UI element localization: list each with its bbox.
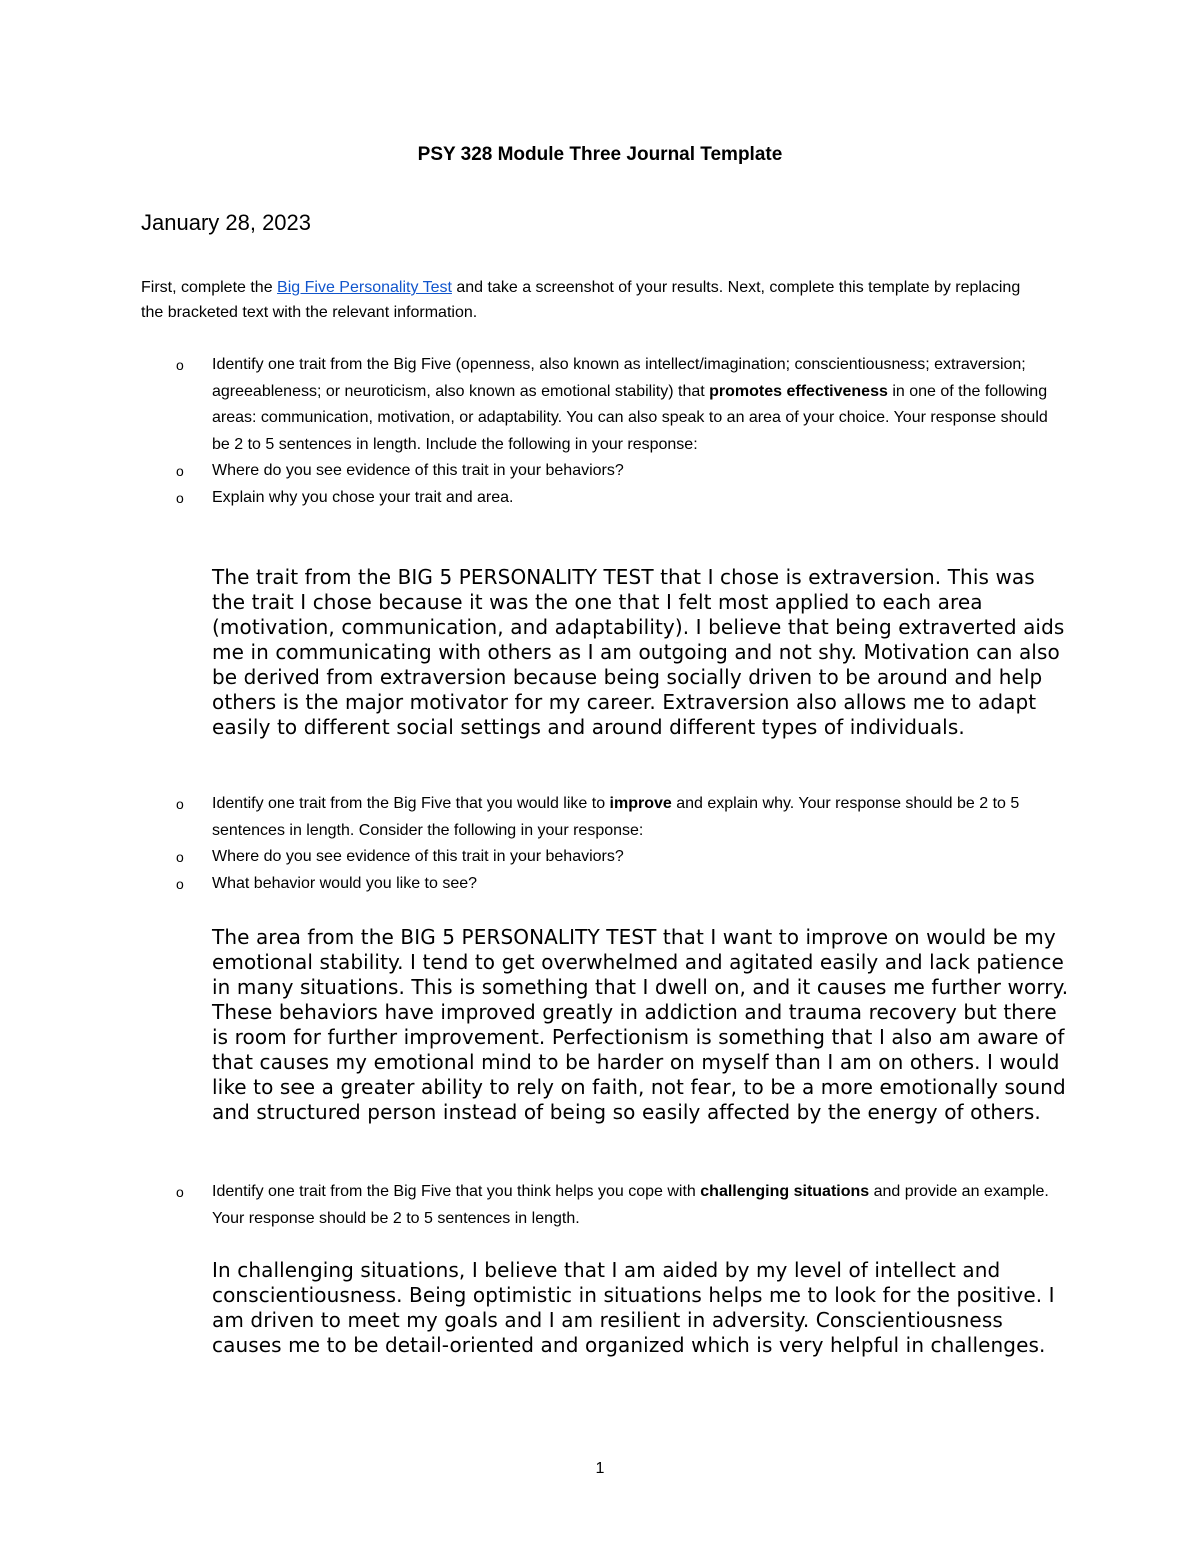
document-title: PSY 328 Module Three Journal Template	[417, 144, 783, 165]
section1-sub2-text: Explain why you chose your trait and area.	[212, 488, 514, 506]
section1-main-prompt	[176, 352, 1056, 458]
bullet-marker: o	[176, 875, 184, 892]
section2-main-prompt	[176, 791, 1056, 844]
bullet-marker: o	[176, 357, 184, 373]
section2-prompt-bold: improve	[609, 795, 672, 812]
section2-sub-prompt-2	[176, 871, 1056, 898]
section1-prompt-list	[176, 352, 1056, 511]
bullet-marker: o	[176, 796, 184, 812]
section1-prompt-text-end: in one of the following areas: communication, motivation, or adaptability. You can also speak to an area of your choice. Your response should be 2 to 5 sentences in length. Include the following in your response:	[212, 382, 1048, 453]
journal-date: January 28, 2023	[141, 210, 312, 235]
bullet-marker: o	[176, 1184, 184, 1200]
section1-sub-prompt-1	[176, 458, 1056, 485]
section3-answer: In challenging situations, I believe that I am aided by my level of intellect and conscientiousness. Being optimistic in situations helps me to look for the positive. I am driven to meet my goals and I am resilient in adversity. Conscientiousness causes me to be detail-oriented and organized which is very helpful in challenges.	[212, 1258, 1055, 1357]
page-number: 1	[595, 1460, 605, 1477]
bullet-marker: o	[176, 489, 184, 506]
section3-prompt-text-end: and provide an example. Your response should be 2 to 5 sentences in length.	[212, 1183, 1049, 1227]
section2-sub-prompt-1	[176, 844, 1056, 871]
section1-sub1-text: Where do you see evidence of this trait in your behaviors?	[212, 462, 624, 479]
section1-answer: The trait from the BIG 5 PERSONALITY TEST that I chose is extraversion. This was the trait I chose because it was the one that I felt most applied to each area (motivation, communication, and adaptability). I believe that being extraverted aids me in communicating with others as I am outgoing and not shy. Motivation can also be derived from extraversion because being socially driven to be around and help others is the major motivator for my career. Extraversion also allows me to adapt easily to different social settings and around different types of individuals.	[212, 565, 1065, 739]
big-five-test-link[interactable]: Big Five Personality Test	[277, 279, 452, 296]
section1-sub-prompt-2	[176, 485, 1056, 512]
section2-answer: The area from the BIG 5 PERSONALITY TEST that I want to improve on would be my emotional stability. I tend to get overwhelmed and agitated easily and lack patience in many situations. This is something that I dwell on, and it causes me further worry. These behaviors have improved greatly in addiction and trauma recovery but there is room for further improvement. Perfectionism is something that I also am aware of that causes my emotional mind to be harder on myself than I am on others. I would like to see a greater ability to rely on faith, not fear, to be a more emotionally sound and structured person instead of being so easily affected by the energy of others.	[212, 925, 1069, 1124]
section3-prompt-text: Identify one trait from the Big Five that you think helps you cope with	[212, 1183, 701, 1200]
intro-text-after-link: and take a screenshot of your results. Next, complete this template by replacing the bracketed text with the relevant information.	[141, 279, 1021, 321]
section2-sub1-text: Where do you see evidence of this trait in your behaviors?	[212, 848, 624, 865]
section1-prompt-bold: promotes effectiveness	[709, 382, 888, 400]
section3-main-prompt	[176, 1179, 1056, 1232]
section2-prompt-text: Identify one trait from the Big Five that you would like to	[212, 795, 610, 812]
section2-prompt-list	[176, 791, 1056, 897]
bullet-marker: o	[176, 463, 184, 479]
intro-text-before-link: First, complete the	[141, 279, 278, 296]
section3-prompt-list	[176, 1179, 1056, 1232]
section2-prompt-text-end: and explain why. Your response should be 2 to 5 sentences in length. Consider the following in your response:	[212, 795, 1020, 839]
section2-sub2-text: What behavior would you like to see?	[212, 874, 478, 892]
intro-paragraph	[141, 275, 1041, 325]
bullet-marker: o	[176, 849, 184, 865]
section3-prompt-bold: challenging situations	[700, 1183, 870, 1200]
section1-prompt-text: Identify one trait from the Big Five (openness, also known as intellect/imagination; conscientiousness; extraversion; agreeableness; or neuroticism, also known as emotional stability) that	[212, 356, 1026, 400]
